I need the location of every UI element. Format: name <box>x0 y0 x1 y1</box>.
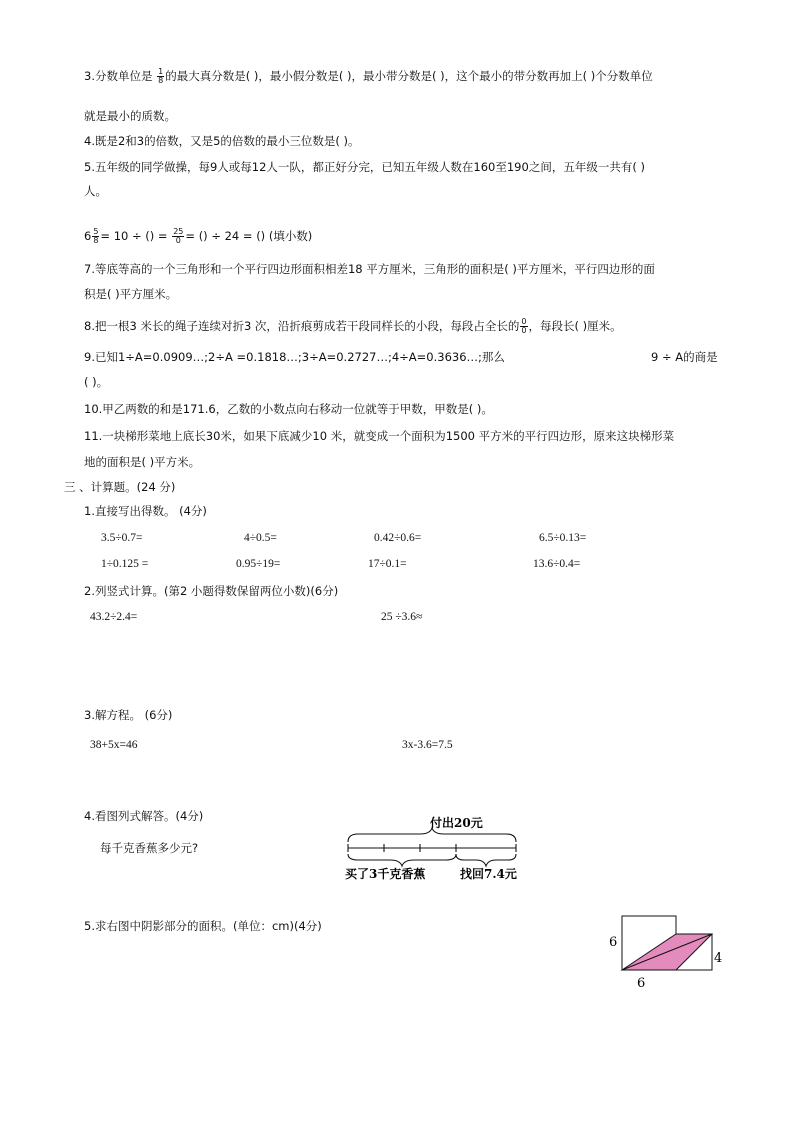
diagram-top-label: 付出20元 <box>430 816 483 830</box>
calc-1-item: 0.42÷0.6= <box>374 532 422 544</box>
section-3-title: 三 、计算题。(24 分) <box>64 480 176 494</box>
shaded-area-figure <box>600 906 760 996</box>
calc-2-title: 2.列竖式计算。(第2 小题得数保留两位小数)(6分) <box>84 584 339 598</box>
calc-1-item: 13.6÷0.4= <box>533 558 581 570</box>
calc-2-item: 43.2÷2.4= <box>90 611 138 623</box>
q3-text-pre: 3.分数单位是 <box>84 69 157 83</box>
question-5-line2: 人。 <box>84 184 107 198</box>
calc-4-question: 每千克香蕉多少元? <box>100 841 199 855</box>
calc-1-item: 6.5÷0.13= <box>539 532 587 544</box>
calc-1-item: 1÷0.125 = <box>101 558 149 570</box>
fraction-numerator: 0 <box>521 317 527 326</box>
calc-4-title: 4.看图列式解答。(4分) <box>84 809 204 823</box>
diagram-right-label: 找回7.4元 <box>460 867 517 881</box>
top-brace <box>348 828 516 842</box>
fraction-denominator: 8 <box>158 76 164 85</box>
fraction-numerator: 1 <box>158 67 164 76</box>
figure-label-left: 6 <box>609 935 618 950</box>
calc-1-item: 3.5÷0.7= <box>101 532 143 544</box>
q6-mid: = 10 ÷ () = <box>100 229 172 243</box>
question-9-line2: ( )。 <box>84 375 109 389</box>
bottom-left-brace <box>348 854 456 866</box>
question-3-line2: 就是最小的质数。 <box>84 109 176 123</box>
calc-1-item: 17÷0.1= <box>368 558 407 570</box>
calc-1-item: 0.95÷19= <box>236 558 281 570</box>
q6-whole: 6 <box>84 229 92 243</box>
question-9-line1: 9.已知1÷A=0.0909…;2÷A =0.1818…;3÷A=0.2727…;4÷A=0.3636…;那么 <box>84 350 505 364</box>
question-4: 4.既是2和3的倍数，又是5的倍数的最小三位数是( )。 <box>84 134 360 148</box>
question-5-line1: 5.五年级的同学做操，每9人或每12人一队，都正好分完，已知五年级人数在160至190之间，五年级一共有( ) <box>84 160 645 174</box>
question-6 <box>84 228 312 245</box>
question-3-line1 <box>84 68 653 85</box>
q6-tail: = () ÷ 24 = () (填小数) <box>185 229 313 243</box>
q8-text-post: ，每段长( )厘米。 <box>528 319 622 333</box>
fraction-denominator: 0 <box>175 236 181 245</box>
fraction-numerator: 25 <box>173 227 184 236</box>
diagram-left-label: 买了3千克香蕉 <box>345 867 426 881</box>
q8-text-pre: 8.把一根3 米长的绳子连续对折3 次，沿折痕剪成若干段同样长的小段，每段占全长的 <box>84 319 520 333</box>
question-11-line1: 11.一块梯形菜地上底长30米，如果下底减少10 米，就变成一个面积为1500 平方米的平行四边形，原来这块梯形菜 <box>84 429 675 443</box>
calc-5-title: 5.求右图中阴影部分的面积。(单位：cm)(4分) <box>84 919 322 933</box>
figure-label-right: 4 <box>714 951 723 966</box>
fraction <box>520 318 527 335</box>
fraction-denominator: 0 <box>521 326 527 335</box>
calc-3-item: 38+5x=46 <box>90 739 138 751</box>
fraction-denominator: 8 <box>93 236 99 245</box>
fraction <box>157 68 164 85</box>
question-7-line2: 积是( )平方厘米。 <box>84 287 178 301</box>
calc-1-item: 4÷0.5= <box>244 532 277 544</box>
calc-3-title: 3.解方程。 (6分) <box>84 708 173 722</box>
calc-3-item: 3x-3.6=7.5 <box>402 739 453 751</box>
fraction-numerator: 5 <box>93 227 99 236</box>
figure-label-bottom: 6 <box>637 976 646 991</box>
banana-brace-diagram <box>340 810 540 885</box>
bottom-right-brace <box>456 854 516 866</box>
question-8 <box>84 318 622 335</box>
fraction <box>172 228 184 245</box>
q3-text-post: 的最大真分数是( )，最小假分数是( )，最小带分数是( )，这个最小的带分数再加上( )个分数单位 <box>165 69 653 83</box>
calc-1-title: 1.直接写出得数。 (4分) <box>84 504 207 518</box>
question-11-line2: 地的面积是( )平方米。 <box>84 455 201 469</box>
calc-2-item: 25 ÷3.6≈ <box>381 611 423 623</box>
question-9-right: 9 ÷ A的商是 <box>651 350 718 364</box>
question-7-line1: 7.等底等高的一个三角形和一个平行四边形面积相差18 平方厘米，三角形的面积是( )平方厘米，平行四边形的面 <box>84 262 655 276</box>
question-10: 10.甲乙两数的和是171.6，乙数的小数点向右移动一位就等于甲数，甲数是( )。 <box>84 402 493 416</box>
fraction <box>92 228 99 245</box>
